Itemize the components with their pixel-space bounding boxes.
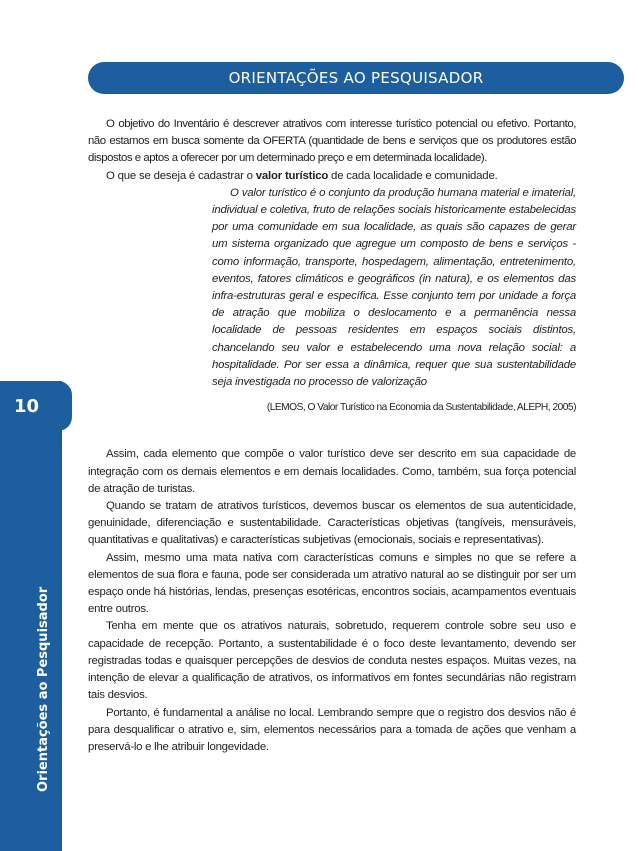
value-sentence xyxy=(88,168,576,185)
section-title-vertical: Orientações ao Pesquisador xyxy=(36,586,51,792)
quote-text: O valor turístico é o conjunto da produção humana material e imaterial, individual e coletiva, fruto de relações sociais historicamente estabelecidas por uma comunidade em sua localidade, as quais são capazes de gerar um sistema organizado que agregue um composto de bens e serviços - como informação, transporte, hospedagem, alimentação, entretenimento, eventos, fatores climáticos e geográficos (in natura), e os elementos das infra-estruturas geral e específica. Esse conjunto tem por unidade a força de atração que mobiliza o deslocamento e a permanência nessa localidade de pessoas residentes em espaços sociais distintos, chancelando seu valor e estabelecendo uma nova relação social: a hospitalidade. Por ser essa a dinâmica, requer que sua sustentabilidade seja investigada no processo de valorização xyxy=(212,186,576,389)
body-paragraph: Assim, cada elemento que compõe o valor turístico deve ser descrito em sua capacidade de integração com os demais elementos e em demais localidades. Como, também, sua força potencial de atração de turistas. xyxy=(88,448,576,495)
page-number: 10 xyxy=(14,396,40,417)
body-paragraph: Tenha em mente que os atrativos naturais, sobretudo, requerem controle sobre seu uso e capacidade de recepção. Portanto, a sustentabilidade é o foco deste levantamento, devendo ser registradas todas e quaisquer percepções de desvios de conduta nestes espaços. Muitas vezes, na intenção de elevar a qualificação de atrativos, os informativos em fontes secundárias não registram tais desvios. xyxy=(88,620,576,702)
body-paragraph: Quando se tratam de atrativos turísticos, devemos buscar os elementos de sua autenticidade, genuinidade, diferenciação e sustentabilidade. Características objetivas (tangíveis, mensuráveis, quantitativas e qualitativas) e características subjetivas (emocionais, sociais e representativas). xyxy=(88,500,576,547)
page-title: ORIENTAÇÕES AO PESQUISADOR xyxy=(228,69,484,87)
value-sentence-before: O que se deseja é cadastrar o xyxy=(106,169,256,182)
sidebar-bar xyxy=(0,381,62,851)
main-content xyxy=(88,116,576,756)
body-paragraph: Assim, mesmo uma mata nativa com características comuns e simples no que se refere a elementos de sua flora e fauna, pode ser considerada um atrativo natural ao se distinguir por ser um espaço onde há histórias, lendas, presenças esotéricas, encontros sociais, acampamentos eventuais entre outros. xyxy=(88,551,576,616)
quote-citation: (LEMOS, O Valor Turístico na Economia da Sustentabilidade, ALEPH, 2005) xyxy=(266,402,576,414)
body-paragraph: Portanto, é fundamental a análise no local. Lembrando sempre que o registro dos desvios não é para desqualificar o atrativo e, sim, elementos necessários para a tomada de ações que venham a preservá-lo e lhe atribuir longevidade. xyxy=(88,706,576,753)
section-header xyxy=(88,62,624,94)
block-quote xyxy=(212,185,576,391)
value-sentence-bold: valor turístico xyxy=(255,169,329,182)
intro-paragraph: O objetivo do Inventário é descrever atrativos com interesse turístico potencial ou efetivo. Portanto, não estamos em busca somente da OFERTA (quantidade de bens e serviços que os produtores estão dispostos e aptos a oferecer por um determinado preço e em determinada localidade). xyxy=(88,118,576,165)
sidebar xyxy=(0,0,62,851)
value-sentence-after: de cada localidade e comunidade. xyxy=(328,169,498,182)
